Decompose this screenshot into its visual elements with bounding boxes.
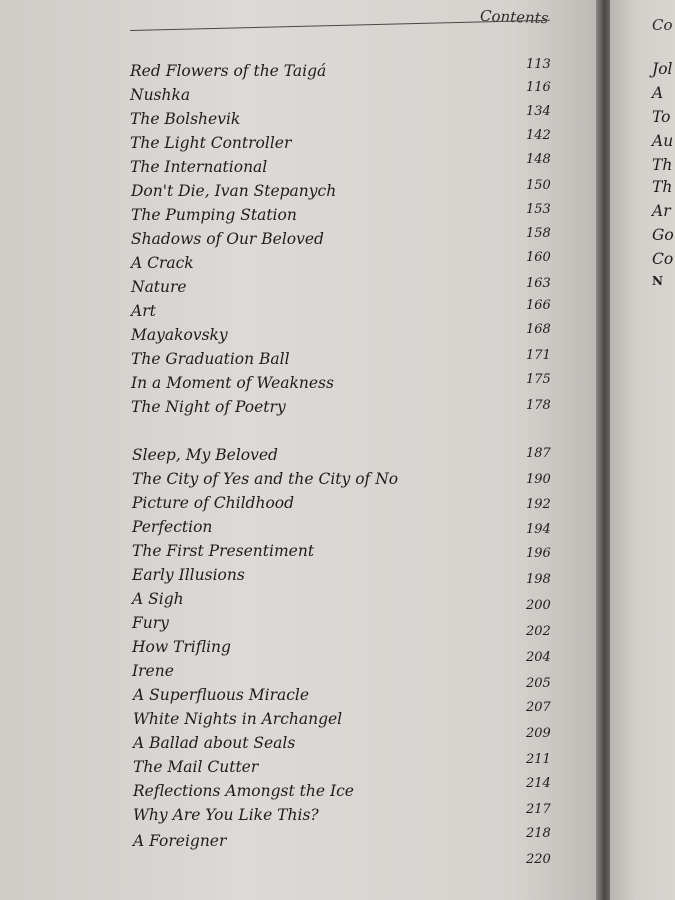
book-gutter [596, 0, 610, 900]
entry-title: Picture of Childhood [132, 494, 295, 512]
entry-title: Don't Die, Ivan Stepanych [131, 182, 337, 200]
entry-page-number: 153 [526, 202, 551, 217]
entry-title: Why Are You Like This? [133, 806, 319, 824]
entry-page-number: 196 [526, 546, 551, 561]
entry-title: Nature [131, 278, 187, 296]
entry-title: Reflections Amongst the Ice [133, 782, 354, 800]
entry-page-number: 207 [526, 700, 551, 715]
entry-title: The Mail Cutter [133, 758, 259, 776]
entry-page-number: 134 [526, 104, 551, 119]
entry-page-number: 200 [526, 598, 551, 613]
right-entry-fragment: Jol [652, 60, 673, 78]
entry-title: Mayakovsky [131, 326, 228, 344]
right-entry-fragment: Au [652, 132, 674, 150]
entry-page-number: 217 [526, 802, 551, 817]
right-entry-fragment: Ar [652, 202, 671, 220]
entry-title: Shadows of Our Beloved [131, 230, 324, 248]
right-entry-fragment: Co [652, 250, 674, 268]
entry-title: A Foreigner [133, 832, 227, 850]
right-entry-fragment: Th [652, 178, 673, 196]
right-entry-fragment: A [652, 84, 664, 102]
entry-page-number: 178 [526, 398, 551, 413]
entry-page-number: 190 [526, 472, 551, 487]
running-head: Contents [479, 6, 549, 28]
entry-page-number: 158 [526, 226, 551, 241]
entry-page-number: 116 [526, 80, 551, 95]
entry-page-number: 202 [526, 624, 551, 639]
entry-page-number: 220 [526, 852, 551, 867]
entry-page-number: 209 [526, 726, 551, 741]
entry-page-number: 198 [526, 572, 551, 587]
right-entry-fragment: Th [652, 156, 673, 174]
entry-title: The Bolshevik [130, 110, 241, 128]
entry-page-number: 166 [526, 298, 551, 313]
entry-title: Art [131, 302, 156, 320]
right-entry-fragment: N [652, 274, 663, 288]
entry-page-number: 171 [526, 348, 551, 363]
entry-page-number: 163 [526, 276, 551, 291]
entry-title: The Night of Poetry [131, 398, 286, 416]
entry-title: Early Illusions [132, 566, 245, 584]
entry-page-number: 150 [526, 178, 551, 193]
entry-page-number: 211 [526, 752, 551, 767]
right-page [610, 0, 675, 900]
entry-title: White Nights in Archangel [133, 710, 343, 728]
entry-page-number: 142 [526, 128, 551, 143]
right-running-head: Co [652, 16, 673, 34]
entry-title: A Superfluous Miracle [133, 686, 310, 704]
entry-page-number: 168 [526, 322, 551, 337]
entry-title: Sleep, My Beloved [132, 446, 278, 464]
entry-title: Red Flowers of the Taigá [130, 62, 327, 80]
entry-title: Perfection [132, 518, 213, 536]
entry-title: The City of Yes and the City of No [132, 470, 399, 488]
entry-title: The International [130, 158, 268, 176]
entry-title: The First Presentiment [132, 542, 315, 560]
right-entry-fragment: Go [652, 226, 674, 244]
entry-page-number: 113 [526, 57, 551, 72]
entry-page-number: 148 [526, 152, 551, 167]
entry-title: A Sigh [132, 590, 184, 608]
right-entry-fragment: To [652, 108, 671, 126]
entry-page-number: 192 [526, 497, 551, 512]
entry-title: In a Moment of Weakness [131, 374, 334, 392]
entry-page-number: 204 [526, 650, 551, 665]
entry-page-number: 214 [526, 776, 551, 791]
entry-page-number: 175 [526, 372, 551, 387]
entry-title: The Pumping Station [131, 206, 297, 224]
entry-title: The Light Controller [130, 134, 292, 152]
entry-title: A Crack [131, 254, 194, 272]
entry-page-number: 187 [526, 446, 551, 461]
entry-title: Irene [132, 662, 174, 680]
entry-page-number: 218 [526, 826, 551, 841]
entry-page-number: 160 [526, 250, 551, 265]
entry-page-number: 205 [526, 676, 551, 691]
entry-title: A Ballad about Seals [133, 734, 296, 752]
entry-title: Fury [132, 614, 169, 632]
entry-title: Nushka [130, 86, 191, 104]
entry-title: How Trifling [132, 638, 231, 656]
entry-page-number: 194 [526, 522, 551, 537]
entry-title: The Graduation Ball [131, 350, 290, 368]
